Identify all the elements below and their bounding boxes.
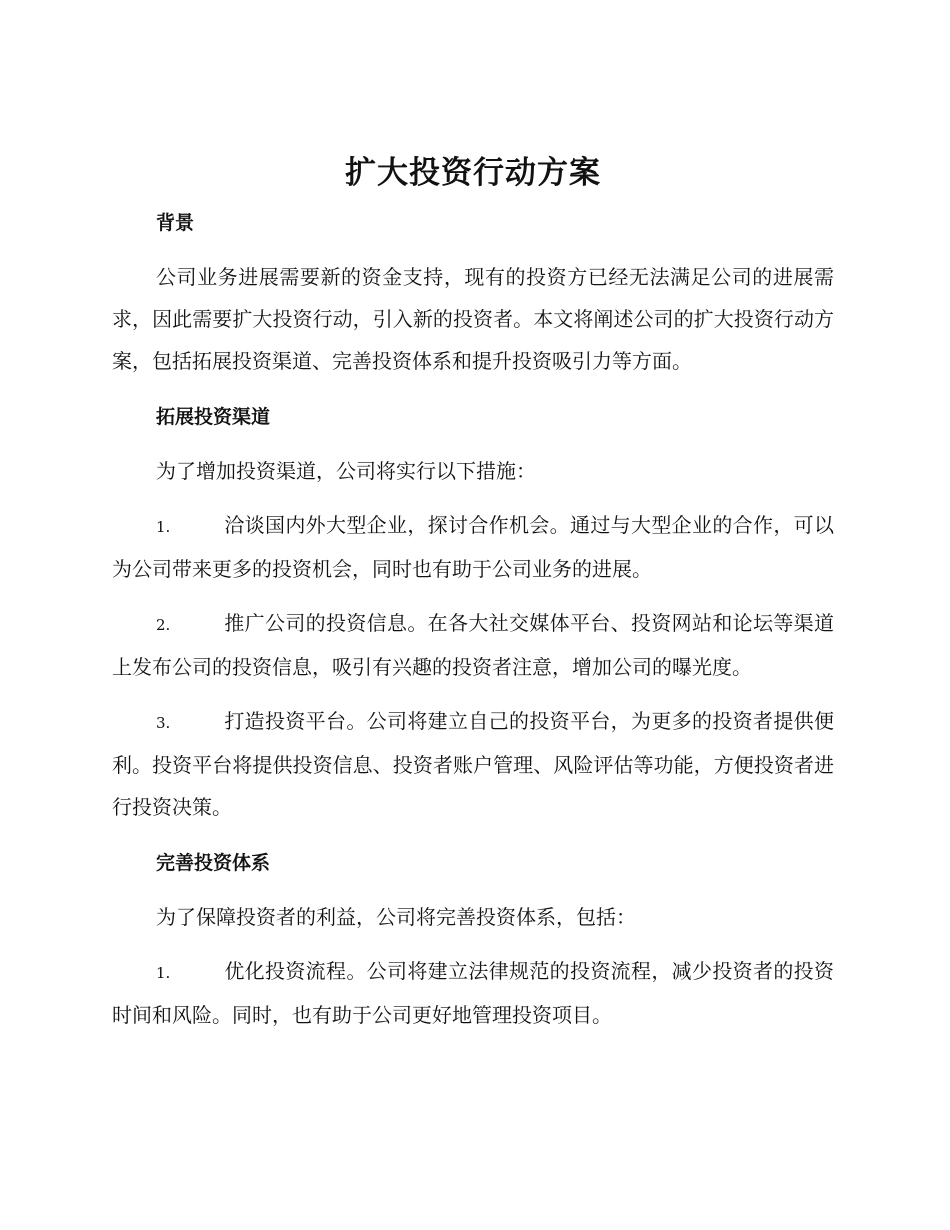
list-item <box>112 950 834 1036</box>
list-item <box>112 700 834 828</box>
list-item-text: 打造投资平台。公司将建立自己的投资平台，为更多的投资者提供便利。投资平台将提供投资信息、投资者账户管理、风险评估等功能，方便投资者进行投资决策。 <box>112 709 834 819</box>
document-title: 扩大投资行动方案 <box>345 155 601 191</box>
list-item-text: 洽谈国内外大型企业，探讨合作机会。通过与大型企业的合作，可以为公司带来更多的投资机会，同时也有助于公司业务的进展。 <box>112 513 834 581</box>
list-item <box>112 602 834 688</box>
list-number: 1. <box>156 518 171 536</box>
document-body <box>112 148 834 1036</box>
list-number: 2. <box>156 616 171 634</box>
section-heading-system: 完善投资体系 <box>156 852 271 874</box>
list-item-text: 优化投资流程。公司将建立法律规范的投资流程，减少投资者的投资时间和风险。同时，也有助于公司更好地管理投资项目。 <box>112 959 834 1027</box>
system-intro: 为了保障投资者的利益，公司将完善投资体系，包括： <box>156 905 636 929</box>
list-number: 3. <box>156 714 171 732</box>
section-heading-background: 背景 <box>156 212 195 234</box>
list-number: 1. <box>156 964 171 982</box>
background-paragraph: 公司业务进展需要新的资金支持，现有的投资方已经无法满足公司的进展需求，因此需要扩大投资行动，引入新的投资者。本文将阐述公司的扩大投资行动方案，包括拓展投资渠道、完善投资体系和提升投资吸引力等方面。 <box>112 265 834 373</box>
section-heading-channels: 拓展投资渠道 <box>156 406 271 428</box>
channels-intro: 为了增加投资渠道，公司将实行以下措施： <box>156 459 536 483</box>
list-item-text: 推广公司的投资信息。在各大社交媒体平台、投资网站和论坛等渠道上发布公司的投资信息，吸引有兴趣的投资者注意，增加公司的曝光度。 <box>112 611 834 679</box>
list-item <box>112 504 834 590</box>
